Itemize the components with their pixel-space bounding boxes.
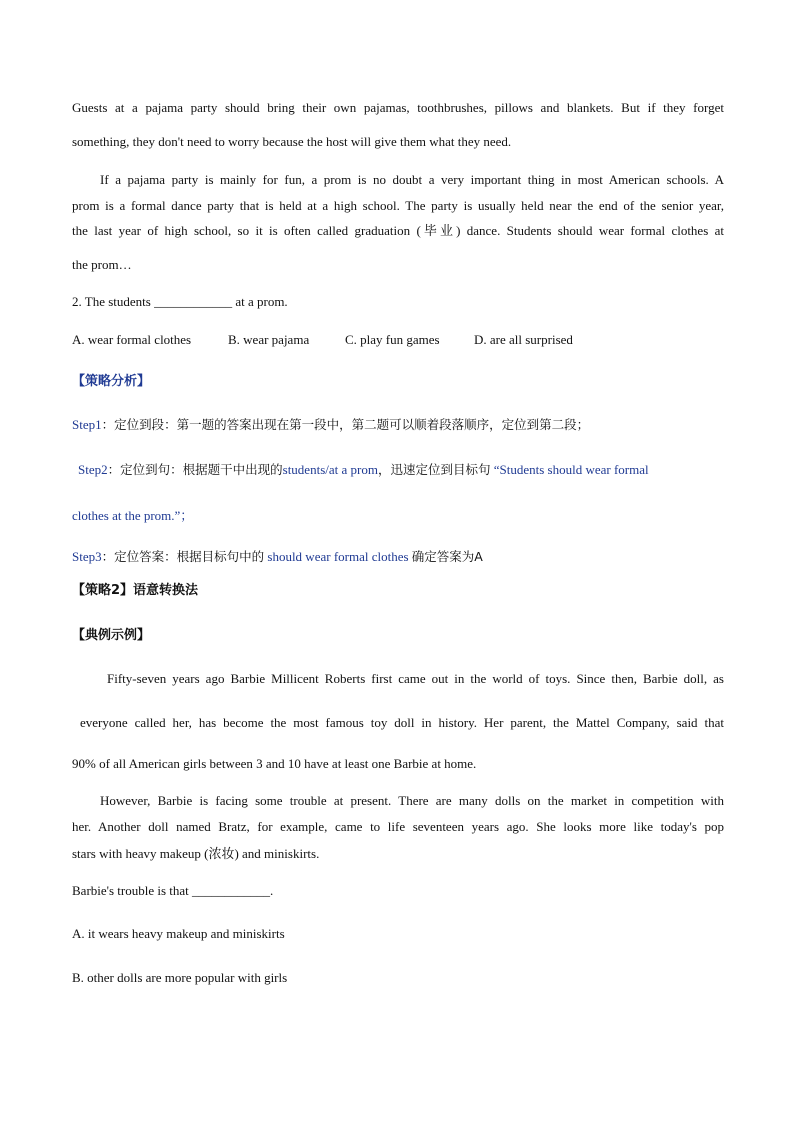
passage1-line2: something, they don't need to worry because the host will give them what they need. [72, 134, 512, 149]
step3-label: Step3 [72, 549, 102, 564]
analysis-step1 [72, 416, 724, 434]
step2-quote-a: “Students should wear formal [493, 462, 649, 477]
step2-keyword: students/at a prom [282, 462, 378, 477]
option-a: A. wear formal clothes [72, 332, 192, 347]
step1-text: ：定位到段：第一题的答案出现在第一段中，第二题可以顺着段落顺序，定位到第二段； [101, 417, 590, 432]
option-c: C. play fun games [345, 332, 440, 347]
passage1-line3: If a pajama party is mainly for fun, a prom is no doubt a very important thing in most American schools. A [100, 172, 724, 187]
question3-option-b: B. other dolls are more popular with girls [72, 970, 288, 985]
question2-options [72, 331, 724, 349]
option-b: B. wear pajama [228, 332, 310, 347]
step2-text-b: ，迅速定位到目标句 [377, 462, 491, 477]
question2-stem: 2. The students ____________ at a prom. [72, 294, 288, 309]
passage1-line5: the last year of high school, so it is often called graduation (毕业) dance. Students should wear formal clothes at [72, 223, 724, 238]
step3-text-b: 确定答案为A [411, 549, 483, 564]
analysis-step3 [72, 548, 724, 566]
step2-text-a: ：定位到句：根据题干中出现的 [107, 462, 283, 477]
passage2-line3: 90% of all American girls between 3 and 10 have at least one Barbie at home. [72, 756, 477, 771]
passage2-line2: everyone called her, has become the most famous toy doll in history. Her parent, the Mattel Company, said that [80, 715, 724, 730]
step1-label: Step1 [72, 417, 102, 432]
passage2-line4: However, Barbie is facing some trouble at present. There are many dolls on the market in competition with [100, 793, 724, 808]
step2-quote-b: clothes at the prom.”； [72, 508, 194, 523]
analysis-heading: 【策略分析】 [72, 374, 151, 389]
analysis-step2 [78, 461, 724, 479]
passage1-line4: prom is a formal dance party that is held at a high school. The party is usually held near the end of the senior year, [72, 198, 724, 213]
strategy2-heading: 【策略2】语意转换法 [72, 583, 199, 598]
example-heading: 【典例示例】 [72, 628, 151, 643]
question3-stem: Barbie's trouble is that ____________. [72, 883, 274, 898]
step3-text-a: ：定位答案：根据目标句中的 [101, 549, 265, 564]
analysis-step2-cont [72, 507, 724, 525]
passage1-line6: the prom… [72, 257, 132, 272]
passage2-line5: her. Another doll named Bratz, for example, came to life seventeen years ago. She looks more like today's pop [72, 819, 724, 834]
passage2-line1: Fifty-seven years ago Barbie Millicent Roberts first came out in the world of toys. Since then, Barbie doll, as [107, 671, 724, 686]
step2-label: Step2 [78, 462, 108, 477]
step3-keyword: should wear formal clothes [267, 549, 409, 564]
passage2-line6: stars with heavy makeup (浓妆) and miniskirts. [72, 846, 320, 861]
passage1-line1: Guests at a pajama party should bring their own pajamas, toothbrushes, pillows and blankets. But if they forget [72, 100, 724, 115]
question3-option-a: A. it wears heavy makeup and miniskirts [72, 926, 285, 941]
option-d: D. are all surprised [474, 332, 573, 347]
